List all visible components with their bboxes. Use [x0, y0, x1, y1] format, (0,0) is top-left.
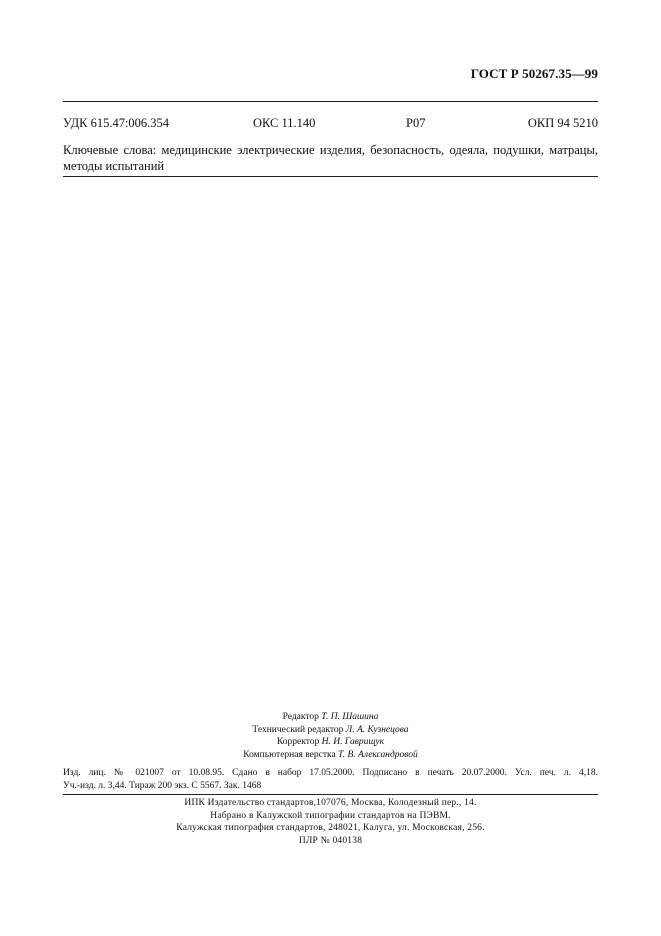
- okp-code: ОКП 94 5210: [527, 116, 598, 130]
- corrector-label: Корректор: [276, 737, 320, 748]
- publisher-block: [0, 797, 661, 847]
- group-code: Р07: [406, 116, 426, 130]
- editor-label: Редактор: [282, 712, 319, 722]
- layout-name: Т. В. Александровой: [338, 749, 418, 760]
- credits-block: [0, 711, 661, 761]
- layout-line: [0, 749, 661, 762]
- tech-editor-label: Технический редактор: [252, 724, 344, 735]
- imprint-block: [63, 767, 598, 792]
- classification-row: [63, 116, 598, 132]
- publisher-line-3: Калужская типография стандартов, 248021, Калуга, ул. Московская, 256.: [176, 823, 485, 834]
- udk-code: УДК 615.47:006.354: [63, 116, 170, 130]
- top-divider: [63, 101, 598, 102]
- corrector-name: Н. И. Гаврищук: [321, 737, 385, 748]
- imprint-divider: [63, 794, 598, 795]
- corrector-line: [0, 736, 661, 749]
- imprint-line-1: Изд. лиц. № 021007 от 10.08.95. Сдано в набор 17.05.2000. Подписано в печать 20.07.2000. Усл. печ. л. 4,18.: [63, 768, 598, 778]
- publisher-line-1: ИПК Издательство стандартов,107076, Москва, Колодезный пер., 14.: [184, 798, 477, 808]
- tech-editor-line: [0, 724, 661, 737]
- editor-line: [0, 711, 661, 724]
- keywords: Ключевые слова: медицинские электрические изделия, безопасность, одеяла, подушки, матрацы, методы испытаний: [63, 143, 598, 173]
- tech-editor-name: Л. А. Кузнецова: [345, 724, 409, 735]
- keywords-divider: [63, 176, 598, 177]
- editor-name: Т. П. Шашина: [321, 712, 379, 722]
- imprint-line-2: Уч.-изд. л. 3,44. Тираж 200 экз. С 5567. Зак. 1468: [63, 780, 262, 791]
- publisher-line-2: Набрано в Калужской типографии стандартов на ПЭВМ.: [210, 810, 451, 821]
- layout-label: Компьютерная верстка: [243, 749, 336, 760]
- oks-code: ОКС 11.140: [253, 116, 316, 130]
- standard-number: ГОСТ Р 50267.35—99: [470, 66, 598, 81]
- publisher-line-4: ПЛР № 040138: [298, 835, 363, 846]
